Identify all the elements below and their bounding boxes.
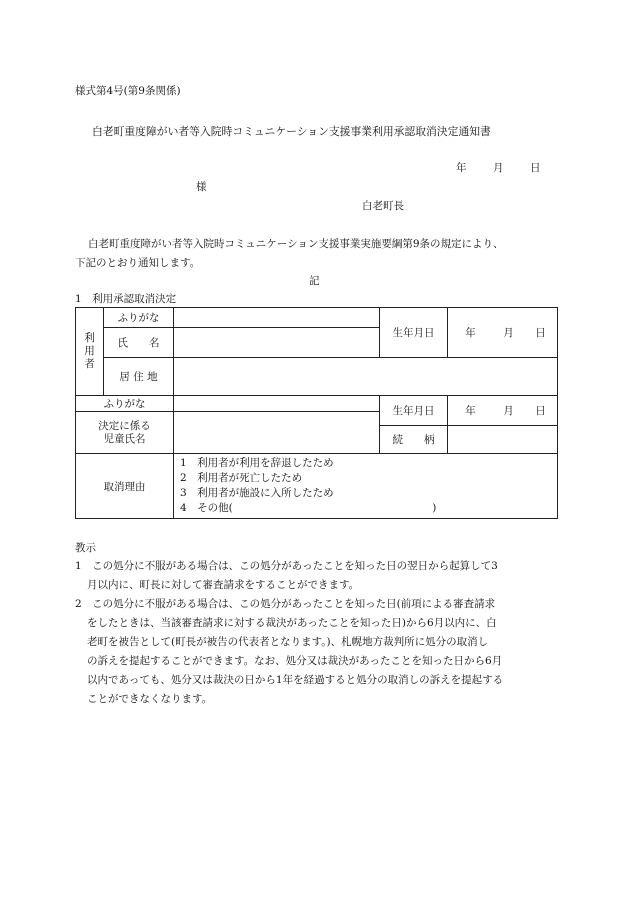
ki-label: 記 <box>309 275 320 287</box>
document-title: 白老町重度障がい者等入院時コミュニケーション支援事業利用承認取消決定通知書 <box>92 125 491 138</box>
body-text-line2: 下記のとおり通知します。 <box>75 257 201 269</box>
notice-heading: 教示 <box>75 542 96 554</box>
furigana-label: ふりがな <box>104 308 174 328</box>
section1-heading: 1 利用承認取消決定 <box>75 293 177 305</box>
furigana-value <box>174 308 380 328</box>
child-dob-label: 生年月日 <box>380 396 448 426</box>
notice-2-line1: 2 この処分に不服がある場合は、この処分があったことを知った日(前項による審査請求 <box>75 598 496 610</box>
form-number: 様式第4号(第9条関係) <box>75 85 181 97</box>
notice-1-line1: 1 この処分に不服がある場合は、この処分があったことを知った日の翌日から起算して3 <box>75 560 498 572</box>
body-text-line1: 白老町重度障がい者等入院時コミュニケーション支援事業実施要綱第9条の規定により、 <box>88 238 504 250</box>
notice-2-line4: の訴えを提起することができます。なお、処分又は裁決があったことを知った日から6月 <box>87 655 503 667</box>
cancellation-table <box>75 307 558 519</box>
dob-value: 年 月 日 <box>448 308 558 358</box>
child-name-value <box>174 412 380 454</box>
reason-list <box>174 454 558 519</box>
notice-2-line5: 以内であっても、処分又は裁決の日から1年を経過すると処分の取消しの訴えを提起する <box>87 674 504 686</box>
user-group-label: 利 用 者 <box>76 308 104 396</box>
child-dob-value: 年 月 日 <box>448 396 558 426</box>
issuer-name: 白老町長 <box>362 200 404 212</box>
notice-2-line3: 老町を被告として(町長が被告の代表者となります。)、札幌地方裁判所に処分の取消し <box>87 636 489 648</box>
date-month: 月 <box>493 162 504 174</box>
notice-2-line6: ことができなくなります。 <box>87 693 213 705</box>
notice-1-line2: 月以内に、町長に対して審査請求をすることができます。 <box>87 579 360 591</box>
name-value <box>174 328 380 358</box>
dob-label: 生年月日 <box>380 308 448 358</box>
relation-value <box>448 426 558 454</box>
address-value <box>174 358 558 396</box>
reason-label: 取消理由 <box>76 454 174 519</box>
child-furigana-value <box>174 396 380 412</box>
child-name-label: 決定に係る 児童氏名 <box>76 412 174 454</box>
notice-2-line2: をしたときは、当該審査請求に対する裁決があったことを知った日)から6月以内に、白 <box>87 617 497 629</box>
addressee-suffix: 様 <box>196 181 207 193</box>
relation-label: 続 柄 <box>380 426 448 454</box>
reason-item: 1 利用者が利用を辞退したため <box>180 457 334 469</box>
reason-item: 4 その他( ) <box>180 502 437 514</box>
child-furigana-label: ふりがな <box>76 396 174 412</box>
name-label: 氏 名 <box>104 328 174 358</box>
date-year: 年 <box>456 162 467 174</box>
reason-item: 2 利用者が死亡したため <box>180 472 303 484</box>
address-label: 居 住 地 <box>104 358 174 396</box>
date-day: 日 <box>530 162 541 174</box>
reason-item: 3 利用者が施設に入所したため <box>180 487 334 499</box>
